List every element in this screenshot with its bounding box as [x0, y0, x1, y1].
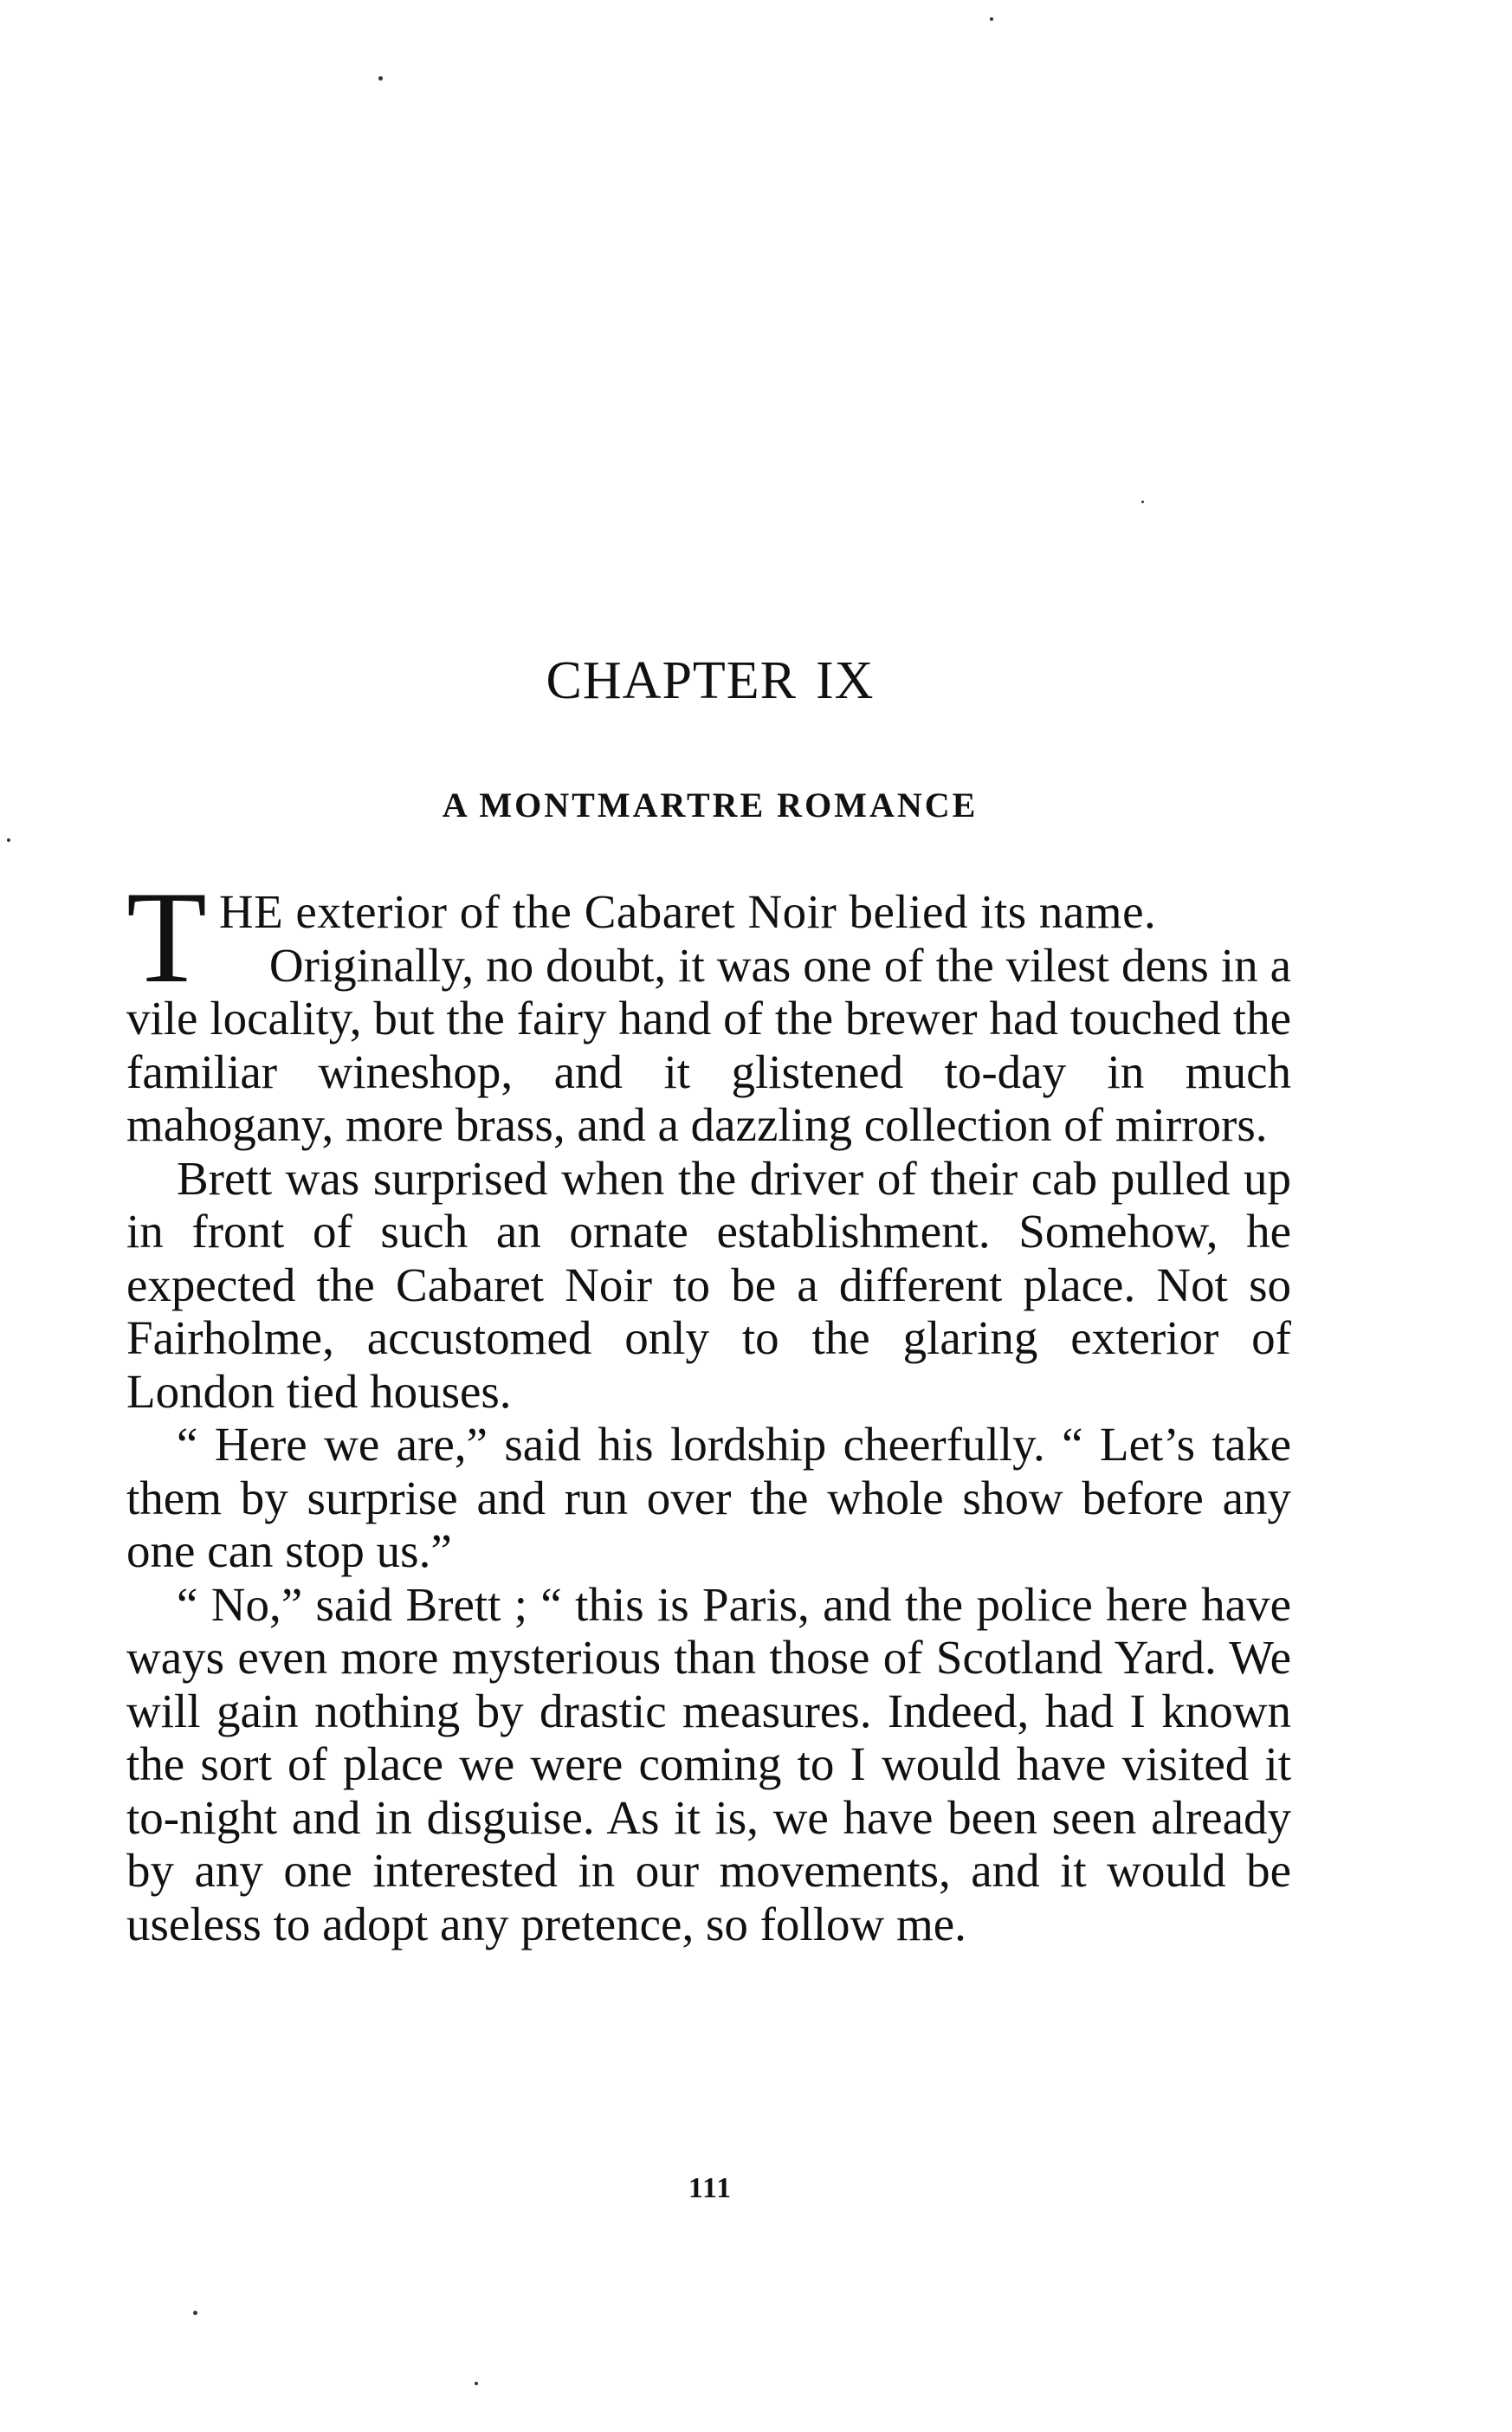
drop-cap: T — [126, 864, 207, 1010]
page-number: 111 — [688, 2172, 733, 2204]
paragraph-5: “ No,” said Brett ; “ this is Paris, and the police here have ways even more mysterious than those of Scotland Yard. We will gain nothing by drastic measures. Indeed, had I known the sort of place we were coming to I would have visited it to-night and in disguise. As it is, we have been seen already by any one interested in our movements, and it would be useless to adopt any pretence, so follow me. — [126, 1577, 1291, 1950]
paragraph-3: Brett was surprised when the driver of their cab pulled up in front of such an ornate establishment. Somehow, he expected the Cabaret Noir to be a different place. Not so Fairholme, accustomed only to the glaring exterior of London tied houses. — [126, 1151, 1291, 1418]
chapter-body — [126, 864, 1291, 1950]
paragraph-4: “ Here we are,” said his lordship cheerfully. “ Let’s take them by surprise and run over the whole show before any one can stop us.” — [126, 1418, 1291, 1577]
chapter-label: CHAPTER — [546, 651, 798, 710]
scan-speck — [193, 2311, 197, 2315]
chapter-heading — [0, 651, 1420, 710]
scan-speck — [7, 838, 10, 842]
scan-speck — [475, 2382, 478, 2385]
paragraph-1-text: HE exterior of the Cabaret Noir belied its name. — [218, 885, 1157, 938]
scan-speck — [1141, 501, 1144, 503]
chapter-number: IX — [816, 651, 875, 710]
scan-speck — [378, 76, 383, 81]
scan-speck — [990, 17, 993, 21]
paragraph-1 — [126, 864, 1291, 1010]
chapter-subtitle: A MONTMARTRE ROMANCE — [442, 786, 979, 825]
paragraph-2: Originally, no doubt, it was one of the vilest dens in a vile locality, but the fairy hand of the brewer had touched the familiar wineshop, and it glistened to-day in much mahogany, more brass, and a dazzling collection of mirrors. — [126, 938, 1291, 1151]
